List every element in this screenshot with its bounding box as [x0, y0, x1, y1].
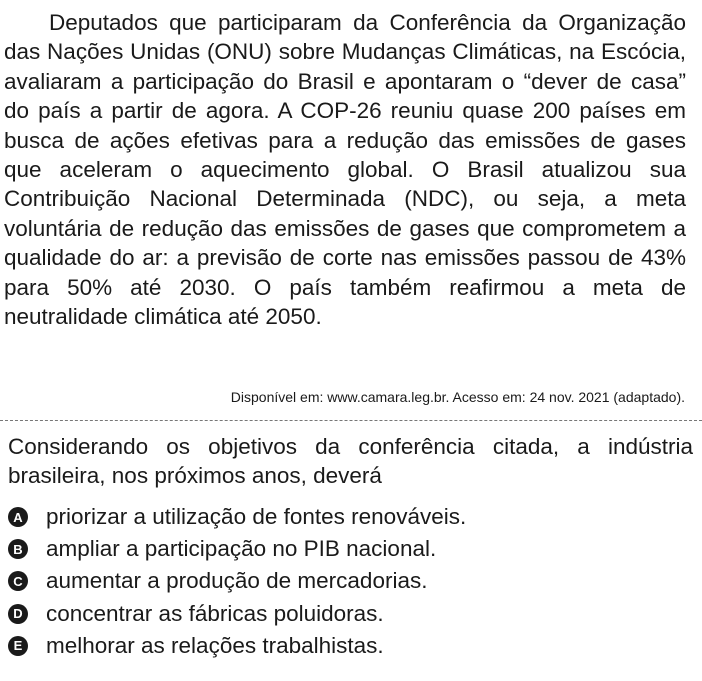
passage-text: Deputados que participaram da Conferência da Organização das Nações Unidas (ONU) sobre Mudanças Climáticas, na Escócia, avaliaram a participação do Brasil e apontaram o “dever de casa” do país a partir de agora. A COP-26 reuniu quase 200 países em busca de ações efetivas para a redução das emissões de gases que aceleram o aquecimento global. O Brasil atualizou sua Contribuição Nacional Determinada (NDC), ou seja, a meta voluntária de redução das emissões de gases que comprometem a qualidade do ar: a previsão de corte nas emissões passou de 43% para 50% até 2030. O país também reafirmou a meta de neutralidade climática até 2050.: [4, 10, 686, 330]
option-a-badge: A: [8, 507, 28, 527]
option-b-text: ampliar a participação no PIB nacional.: [46, 536, 437, 562]
option-c[interactable]: [8, 565, 698, 597]
option-b[interactable]: [8, 533, 698, 565]
option-c-text: aumentar a produção de mercadorias.: [46, 568, 428, 594]
option-a-text: priorizar a utilização de fontes renováveis.: [46, 504, 467, 530]
option-a[interactable]: [8, 501, 698, 533]
option-e-badge: E: [8, 636, 28, 656]
option-c-badge: C: [8, 571, 28, 591]
option-d-text: concentrar as fábricas poluidoras.: [46, 600, 384, 626]
answer-options: [8, 501, 698, 662]
option-d[interactable]: [8, 598, 698, 630]
option-b-badge: B: [8, 539, 28, 559]
option-e[interactable]: [8, 630, 698, 662]
question-stem: Considerando os objetivos da conferência citada, a indústria brasileira, nos próximos anos, deverá: [8, 434, 693, 489]
option-e-text: melhorar as relações trabalhistas.: [46, 632, 384, 658]
option-d-badge: D: [8, 604, 28, 624]
source-citation: Disponível em: www.camara.leg.br. Acesso em: 24 nov. 2021 (adaptado).: [230, 389, 685, 405]
dashed-divider: [0, 420, 702, 421]
